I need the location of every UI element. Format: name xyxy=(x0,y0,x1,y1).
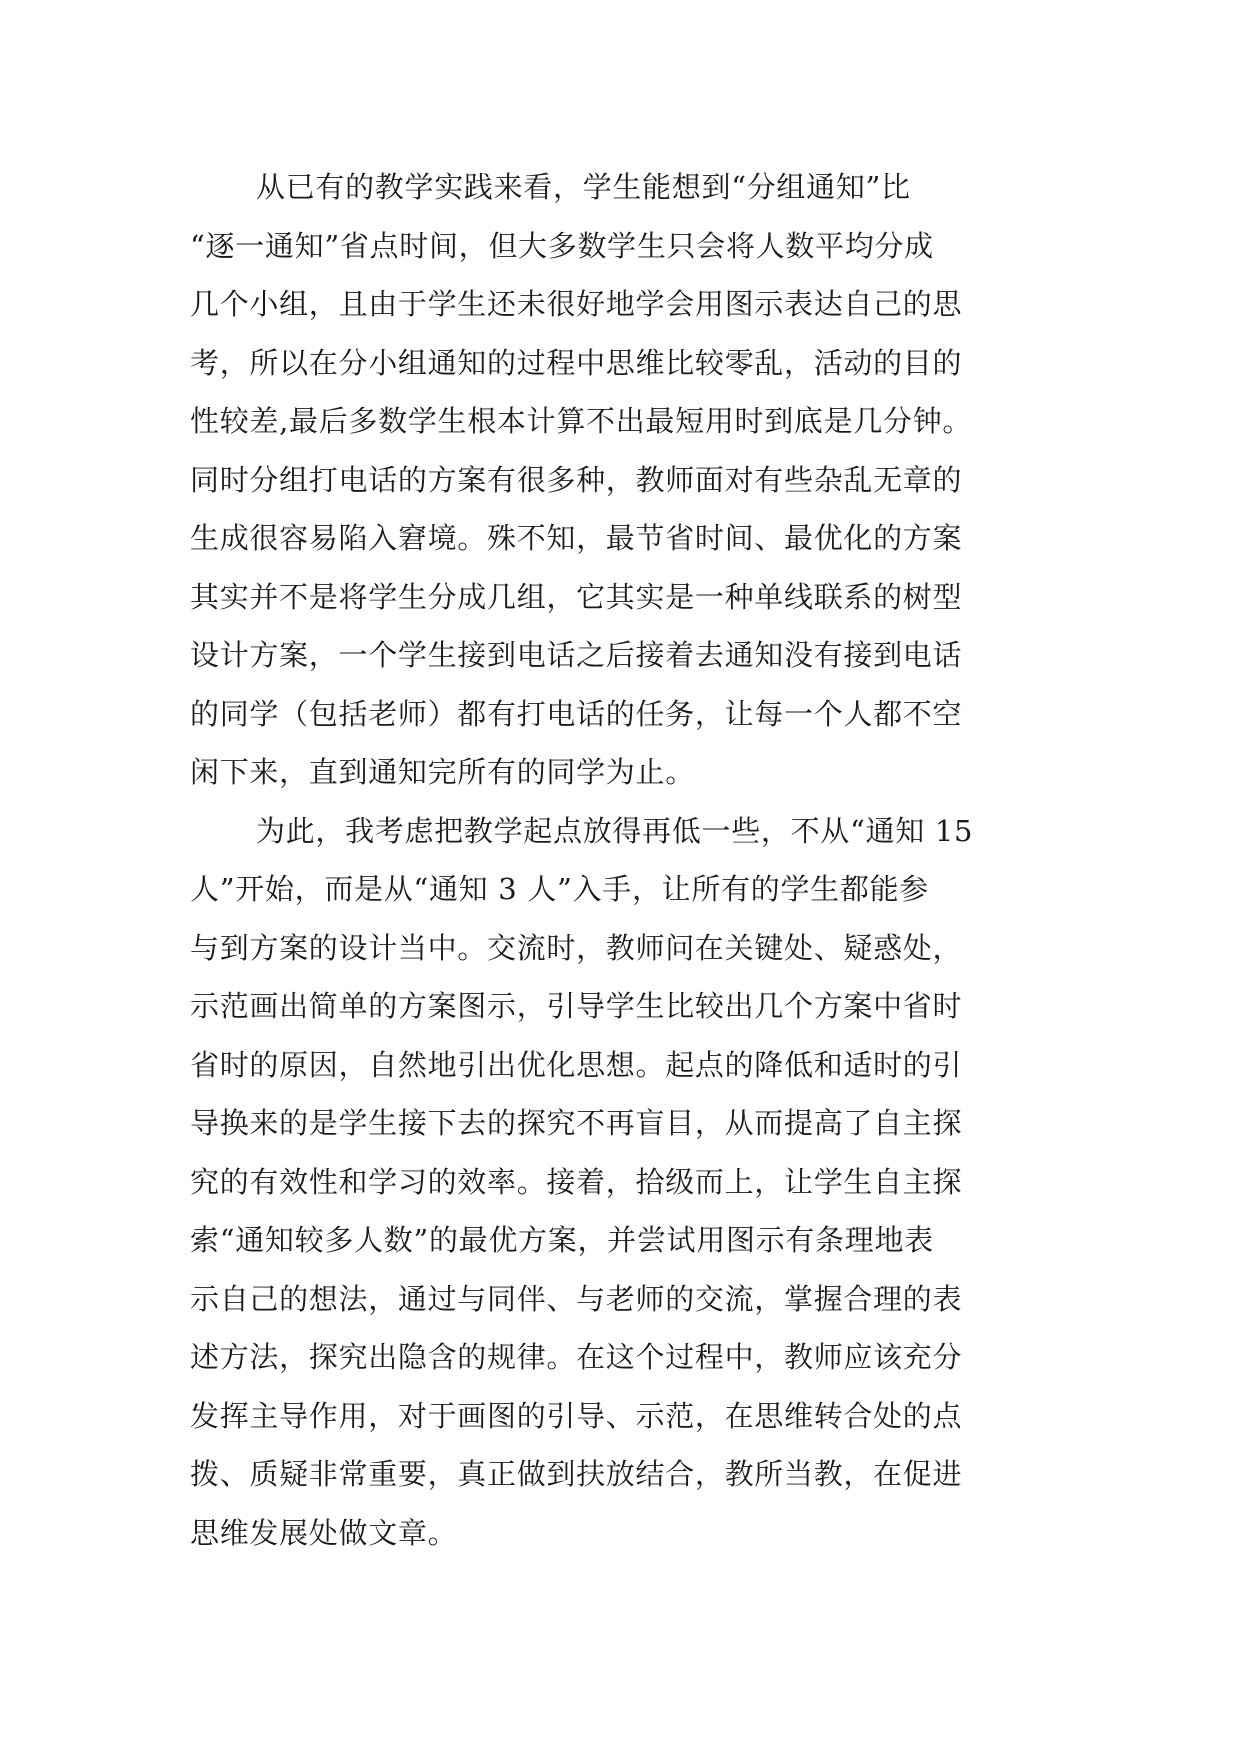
paragraph-1-line-6: 同时分组打电话的方案有很多种，教师面对有些杂乱无章的 xyxy=(190,462,963,497)
paragraph-1-line-2: “逐一通知”省点时间，但大多数学生只会将人数平均分成 xyxy=(190,228,934,263)
paragraph-1-line-11: 闲下来，直到通知完所有的同学为止。 xyxy=(190,755,695,789)
paragraph-1-line-3: 几个小组，且由于学生还未很好地学会用图示表达自己的思 xyxy=(190,287,963,321)
paragraph-2-line-3: 与到方案的设计当中。交流时，教师问在关键处、疑惑处， xyxy=(190,930,963,965)
paragraph-2-line-2: 人”开始，而是从“通知 3 人”入手，让所有的学生都能参 xyxy=(190,872,929,906)
paragraph-2-line-5: 省时的原因，自然地引出优化思想。起点的降低和适时的引 xyxy=(190,1047,963,1082)
paragraph-2-line-10: 述方法，探究出隐含的规律。在这个过程中，教师应该充分 xyxy=(190,1340,963,1374)
paragraph-2-line-4: 示范画出简单的方案图示，引导学生比较出几个方案中省时 xyxy=(190,989,963,1023)
paragraph-1-line-7: 生成很容易陷入窘境。殊不知，最节省时间、最优化的方案 xyxy=(190,521,963,555)
paragraph-2-line-13: 思维发展处做文章。 xyxy=(190,1515,458,1550)
paragraph-1-line-5: 性较差,最后多数学生根本计算不出最短用时到底是几分钟。 xyxy=(190,404,973,438)
paragraph-2-line-1: 为此，我考虑把教学起点放得再低一些，不从“通知 15 xyxy=(256,813,974,848)
paragraph-2-line-12: 拨、质疑非常重要，真正做到扶放结合，教所当教，在促进 xyxy=(190,1457,963,1491)
paragraph-1-line-8: 其实并不是将学生分成几组，它其实是一种单线联系的树型 xyxy=(190,579,963,614)
paragraph-1-line-10: 的同学（包括老师）都有打电话的任务，让每一个人都不空 xyxy=(190,696,963,731)
paragraph-1-line-4: 考，所以在分小组通知的过程中思维比较零乱，活动的目的 xyxy=(190,345,963,380)
paragraph-2-line-11: 发挥主导作用，对于画图的引导、示范，在思维转合处的点 xyxy=(190,1398,963,1433)
paragraph-1-line-9: 设计方案，一个学生接到电话之后接着去通知没有接到电话 xyxy=(190,638,963,672)
paragraph-2-line-8: 索“通知较多人数”的最优方案，并尝试用图示有条理地表 xyxy=(190,1223,934,1257)
paragraph-2-line-7: 究的有效性和学习的效率。接着，拾级而上，让学生自主探 xyxy=(190,1164,963,1199)
body-text xyxy=(190,158,1050,1562)
paragraph-1-line-1: 从已有的教学实践来看，学生能想到“分组通知”比 xyxy=(256,170,911,204)
paragraph-2-line-9: 示自己的想法，通过与同伴、与老师的交流，掌握合理的表 xyxy=(190,1281,963,1316)
paragraph-2-line-6: 导换来的是学生接下去的探究不再盲目，从而提高了自主探 xyxy=(190,1106,963,1140)
